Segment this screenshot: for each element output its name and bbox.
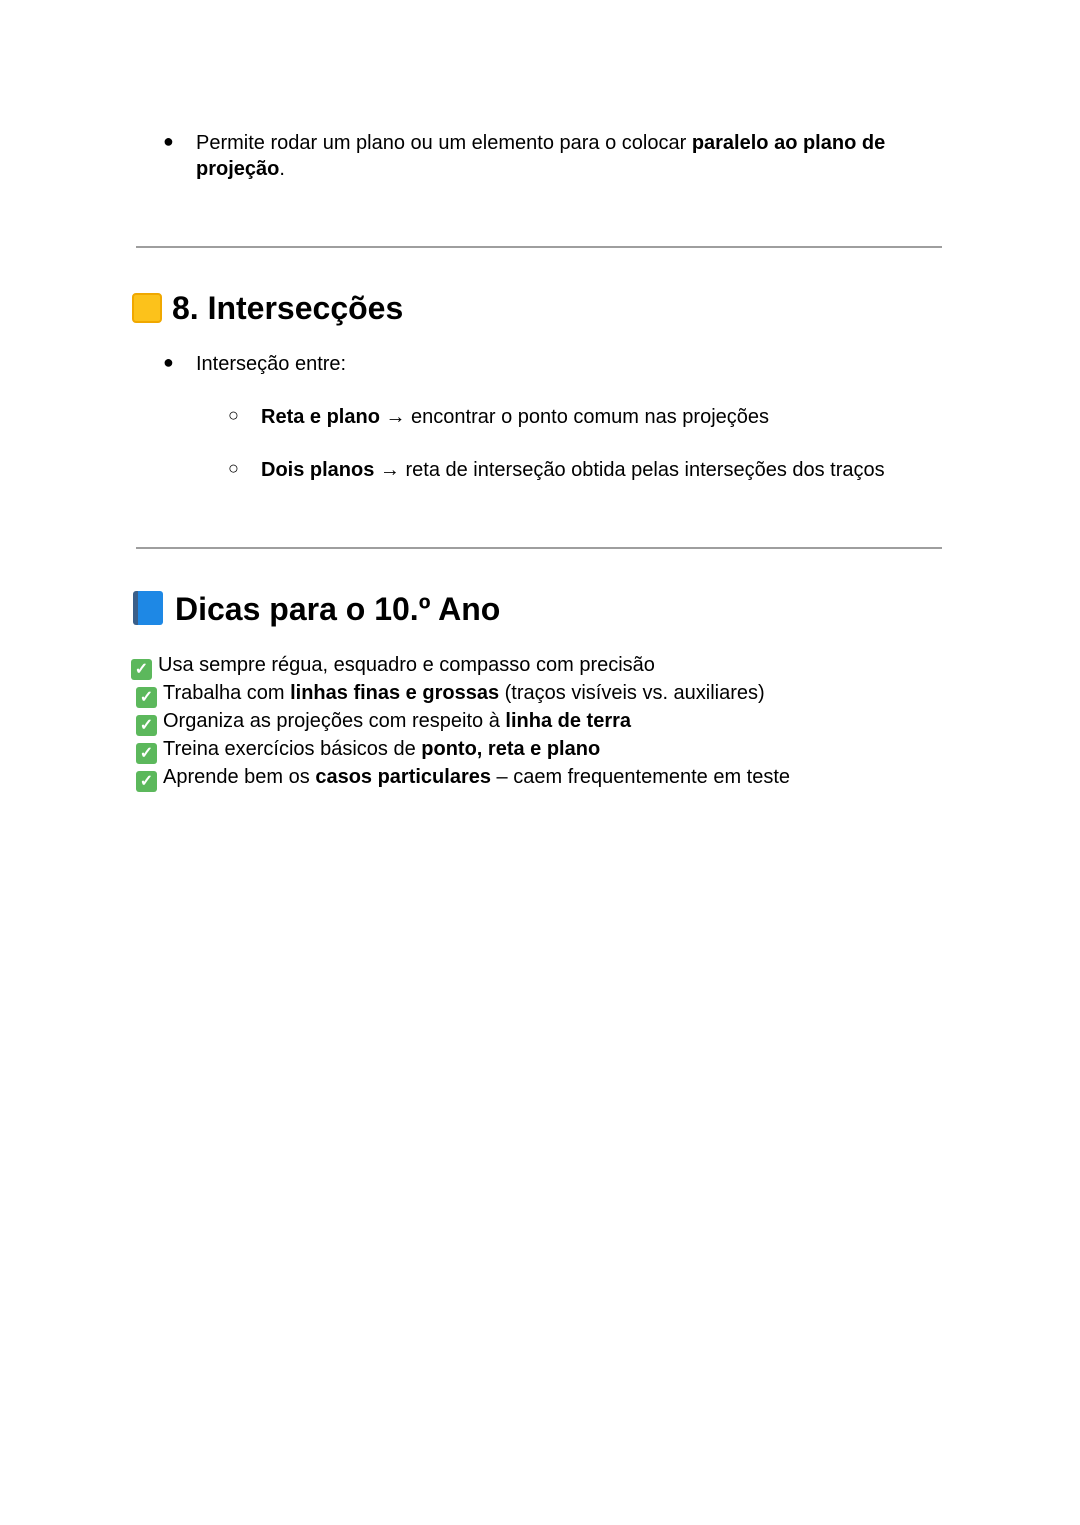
bold-text: Reta e plano xyxy=(261,406,380,428)
bullet-dot: ● xyxy=(163,352,174,372)
sub-item xyxy=(261,404,769,430)
bold-text: Dois planos xyxy=(261,459,375,481)
tip-item xyxy=(131,708,790,736)
divider xyxy=(136,246,942,248)
check-icon: ✓ xyxy=(136,743,157,764)
text: → reta de interseção obtida pelas interseções dos traços xyxy=(374,459,885,481)
heading-text: 8. Intersecções xyxy=(172,290,404,326)
tips-heading xyxy=(133,589,500,629)
bold-text: casos particulares xyxy=(315,766,491,788)
bold-text: ponto, reta e plano xyxy=(421,738,601,760)
tip-item xyxy=(131,680,790,708)
check-icon: ✓ xyxy=(131,659,152,680)
tip-item xyxy=(131,764,790,792)
text: → encontrar o ponto comum nas projeções xyxy=(379,406,770,428)
blue-book-icon xyxy=(133,591,163,625)
text: Usa sempre régua, esquadro e compasso com precisão xyxy=(158,654,655,676)
section-8-heading xyxy=(132,288,403,328)
check-icon: ✓ xyxy=(136,771,157,792)
rotation-paragraph xyxy=(196,130,885,182)
text: Permite rodar um plano ou um elemento para o colocar xyxy=(196,132,692,154)
tip-item xyxy=(131,652,790,680)
text: Aprende bem os xyxy=(163,766,316,788)
text: Organiza as projeções com respeito à xyxy=(163,710,506,732)
bullet-circle: ○ xyxy=(228,405,239,425)
bold-text: linha de terra xyxy=(505,710,632,732)
check-icon: ✓ xyxy=(136,687,157,708)
bold-text: projeção xyxy=(196,158,280,180)
tips-list xyxy=(131,652,790,792)
text: . xyxy=(279,158,285,180)
bold-text: paralelo ao plano de xyxy=(691,132,886,154)
intersection-bullet: Interseção entre: xyxy=(196,353,347,375)
text: Trabalha com xyxy=(163,682,291,704)
bullet-dot: ● xyxy=(163,131,174,151)
divider xyxy=(136,547,942,549)
yellow-square-icon xyxy=(132,293,162,323)
sub-item xyxy=(261,457,885,483)
check-icon: ✓ xyxy=(136,715,157,736)
text: – caem frequentemente em teste xyxy=(490,766,791,788)
bullet-circle: ○ xyxy=(228,458,239,478)
text: (traços visíveis vs. auxiliares) xyxy=(499,682,765,704)
bold-text: linhas finas e grossas xyxy=(290,682,500,704)
heading-text: Dicas para o 10.º Ano xyxy=(175,591,501,627)
tip-item xyxy=(131,736,790,764)
text: Treina exercícios básicos de xyxy=(163,738,422,760)
